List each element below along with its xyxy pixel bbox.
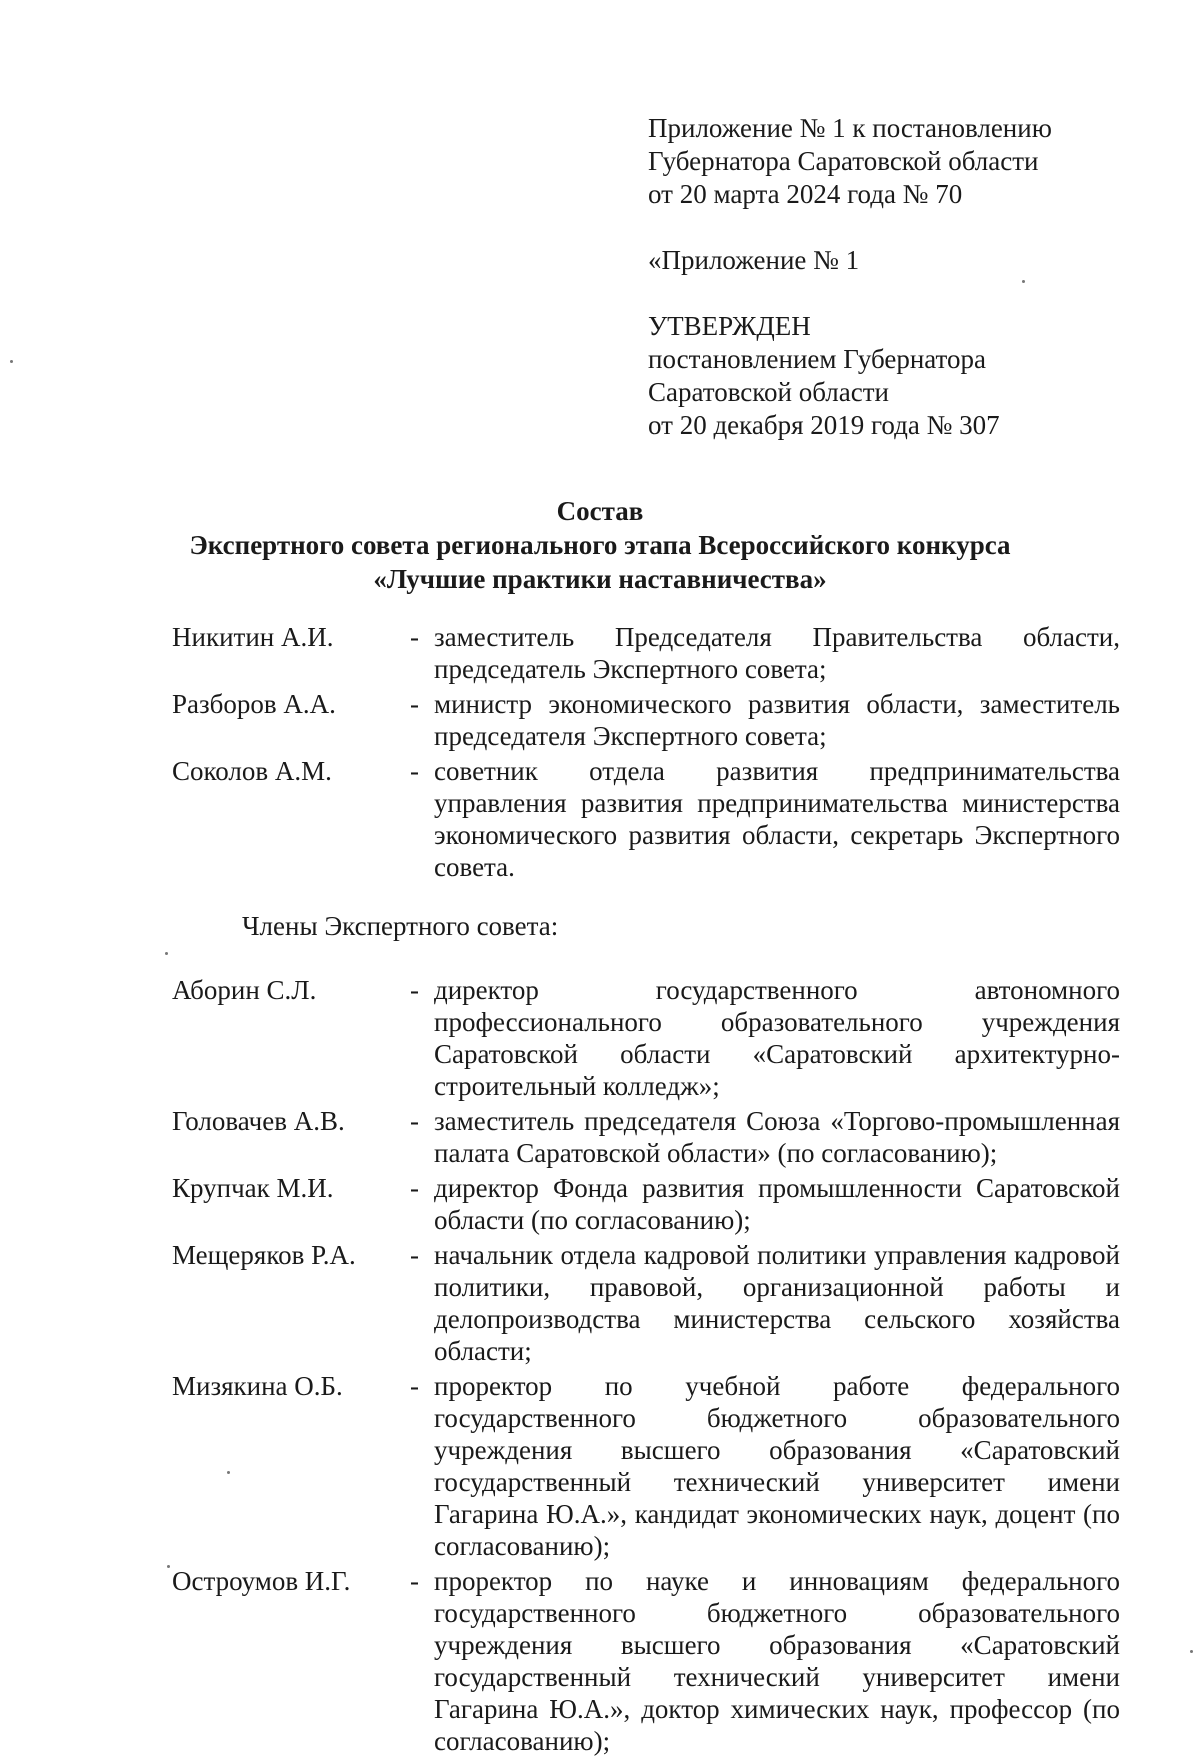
roster-row xyxy=(172,755,1120,883)
approved-line: от 20 декабря 2019 года № 307 xyxy=(648,410,1000,440)
row-dash: - xyxy=(410,689,419,719)
approved-label: УТВЕРЖДЕН xyxy=(648,311,811,341)
members-section-label: Члены Экспертного совета: xyxy=(242,911,559,941)
roster-row xyxy=(172,1239,1120,1367)
member-name: Мизякина О.Б. xyxy=(172,1371,343,1401)
member-role: директор государственного автономного профессионального образовательного учреждения Саратовской области «Саратовский архитектурно-строительный колледж»; xyxy=(434,975,1120,1101)
member-role: министр экономического развития области, заместитель председателя Экспертного совета; xyxy=(434,689,1120,751)
member-name: Остроумов И.Г. xyxy=(172,1566,351,1596)
row-dash: - xyxy=(410,1106,419,1136)
appendix-reference: «Приложение № 1 xyxy=(648,245,860,275)
member-role: начальник отдела кадровой политики управления кадровой политики, правовой, организационной работы и делопроизводства министерства сельского хозяйства области; xyxy=(434,1240,1120,1366)
member-name: Головачев А.В. xyxy=(172,1106,345,1136)
roster-row xyxy=(172,1565,1120,1757)
scan-speck xyxy=(1190,1650,1193,1653)
member-name: Никитин А.И. xyxy=(172,622,334,652)
header-line: Приложение № 1 к постановлению xyxy=(648,113,1052,143)
row-dash: - xyxy=(410,1566,419,1596)
scan-speck xyxy=(167,1565,170,1568)
member-role: заместитель председателя Союза «Торгово-промышленная палата Саратовской области» (по согласованию); xyxy=(434,1106,1120,1168)
document-title xyxy=(0,494,1200,596)
row-dash: - xyxy=(410,756,419,786)
member-name: Крупчак М.И. xyxy=(172,1173,334,1203)
member-name: Мещеряков Р.А. xyxy=(172,1240,356,1270)
scan-speck xyxy=(165,952,168,955)
title-line: Состав xyxy=(556,496,644,526)
header-line: от 20 марта 2024 года № 70 xyxy=(648,179,963,209)
title-line: «Лучшие практики наставничества» xyxy=(373,564,827,594)
title-line: Экспертного совета регионального этапа Всероссийского конкурса xyxy=(189,530,1011,560)
row-dash: - xyxy=(410,622,419,652)
member-role: советник отдела развития предпринимательства управления развития предпринимательства министерства экономического развития области, секретарь Экспертного совета. xyxy=(434,756,1120,882)
roster-row xyxy=(172,974,1120,1102)
roster-row xyxy=(172,621,1120,685)
row-dash: - xyxy=(410,975,419,1005)
approved-line: постановлением Губернатора xyxy=(648,344,986,374)
appendix-header xyxy=(648,112,1052,442)
scan-speck xyxy=(1022,280,1025,283)
council-roster xyxy=(172,621,1120,1760)
scan-speck xyxy=(10,360,13,363)
roster-row xyxy=(172,688,1120,752)
approved-line: Саратовской области xyxy=(648,377,889,407)
roster-row xyxy=(172,1370,1120,1562)
row-dash: - xyxy=(410,1173,419,1203)
row-dash: - xyxy=(410,1371,419,1401)
roster-row xyxy=(172,1105,1120,1169)
member-role: директор Фонда развития промышленности Саратовской области (по согласованию); xyxy=(434,1173,1120,1235)
member-role: проректор по науке и инновациям федерального государственного бюджетного образовательного учреждения высшего образования «Саратовский государственный технический университет имени Гагарина Ю.А.», доктор химических наук, профессор (по согласованию); xyxy=(434,1566,1120,1756)
scan-speck xyxy=(227,1471,230,1474)
member-name: Аборин С.Л. xyxy=(172,975,317,1005)
header-line: Губернатора Саратовской области xyxy=(648,146,1039,176)
row-dash: - xyxy=(410,1240,419,1270)
roster-row xyxy=(172,1172,1120,1236)
member-role: проректор по учебной работе федерального государственного бюджетного образовательного учреждения высшего образования «Саратовский государственный технический университет имени Гагарина Ю.А.», кандидат экономических наук, доцент (по согласованию); xyxy=(434,1371,1120,1561)
member-role: заместитель Председателя Правительства области, председатель Экспертного совета; xyxy=(434,622,1120,684)
member-name: Соколов А.М. xyxy=(172,756,332,786)
member-name: Разборов А.А. xyxy=(172,689,336,719)
